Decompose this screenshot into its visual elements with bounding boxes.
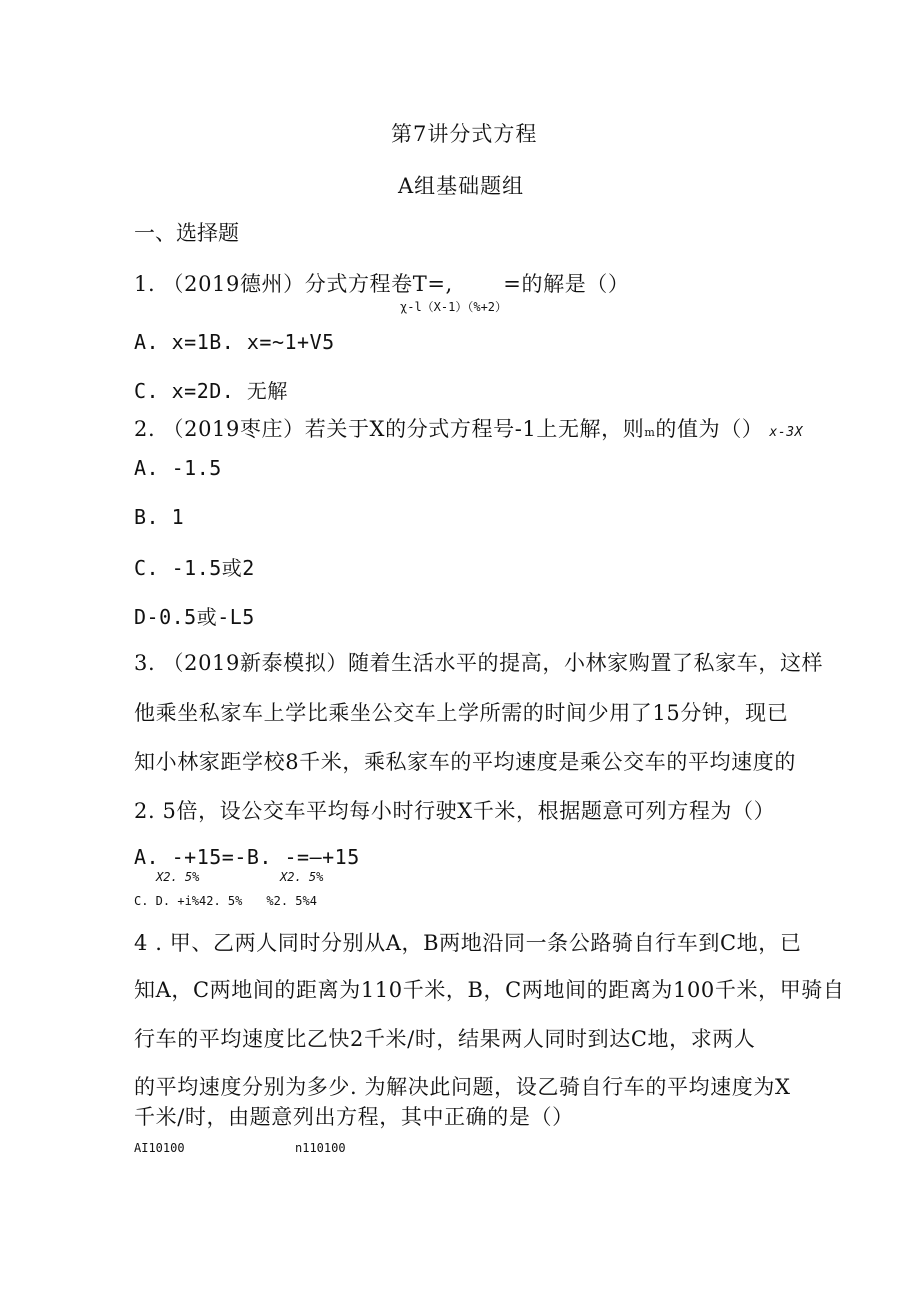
question-3-sub-b: X2. 5% [280,870,324,884]
question-2-option-b: B. 1 [134,505,185,529]
question-3-sub-a: X2. 5% [156,870,200,884]
question-4-line-5: 千米/时，由题意列出方程，其中正确的是（） [134,1105,574,1129]
question-4-fragment-a: AI10100 [134,1141,185,1155]
question-4-fragment-b: n110100 [295,1141,346,1155]
question-3-line-3: 知小林家距学校8千米，乘私家车的平均速度是乘公交车的平均速度的 [134,750,796,774]
question-3-options-ab: A. -+15=-B. -=—+15 [134,845,360,869]
question-2-stem-text: 2. （2019枣庄）若关于X的分式方程号-1上无解，则 [134,417,645,441]
question-2-option-d: D-0.5或-L5 [134,605,255,629]
question-4-line-2: 知A，C两地间的距离为110千米，B，C两地间的距离为100千米，甲骑自 [134,978,845,1002]
question-2-option-c: C. -1.5或2 [134,556,255,580]
question-4-line-1: 4 . 甲、乙两人同时分别从A，B两地沿同一条公路骑自行车到C地，已 [134,931,802,955]
question-1-stem: 1. （2019德州）分式方程卷T=, =的解是（） [134,272,630,296]
section-heading: 一、选择题 [134,221,239,245]
question-2-stem [134,413,803,443]
question-1-options-cd: C. x=2D. 无解 [134,379,288,403]
question-3-options-cd: C. D. +i%42. 5% %2. 5%4 [134,894,317,908]
question-4-line-4: 的平均速度分别为多少. 为解决此问题，设乙骑自行车的平均速度为X [134,1075,791,1099]
question-2-formula-tail: x-3X [769,425,804,440]
question-3-line-1: 3. （2019新泰模拟）随着生活水平的提高，小林家购置了私家车，这样 [134,651,824,675]
question-4-line-3: 行车的平均速度比乙快2千米/时，结果两人同时到达C地，求两人 [134,1027,756,1051]
question-1-formula: χ-l（X-1）（%+2） [400,300,508,314]
question-3-line-2: 他乘坐私家车上学比乘坐公交车上学所需的时间少用了15分钟，现已 [134,701,789,725]
question-2-option-a: A. -1.5 [134,456,222,480]
question-3-line-4: 2. 5倍，设公交车平均每小时行驶X千米，根据题意可列方程为（） [134,799,776,823]
group-title: A组基础题组 [398,174,525,198]
question-2-stem-end: 的值为（） [655,417,764,441]
question-2-variable-m: m [644,426,656,439]
lecture-title: 第7讲分式方程 [391,122,538,146]
question-1-options-ab: A. x=1B. x=~1+V5 [134,330,335,354]
